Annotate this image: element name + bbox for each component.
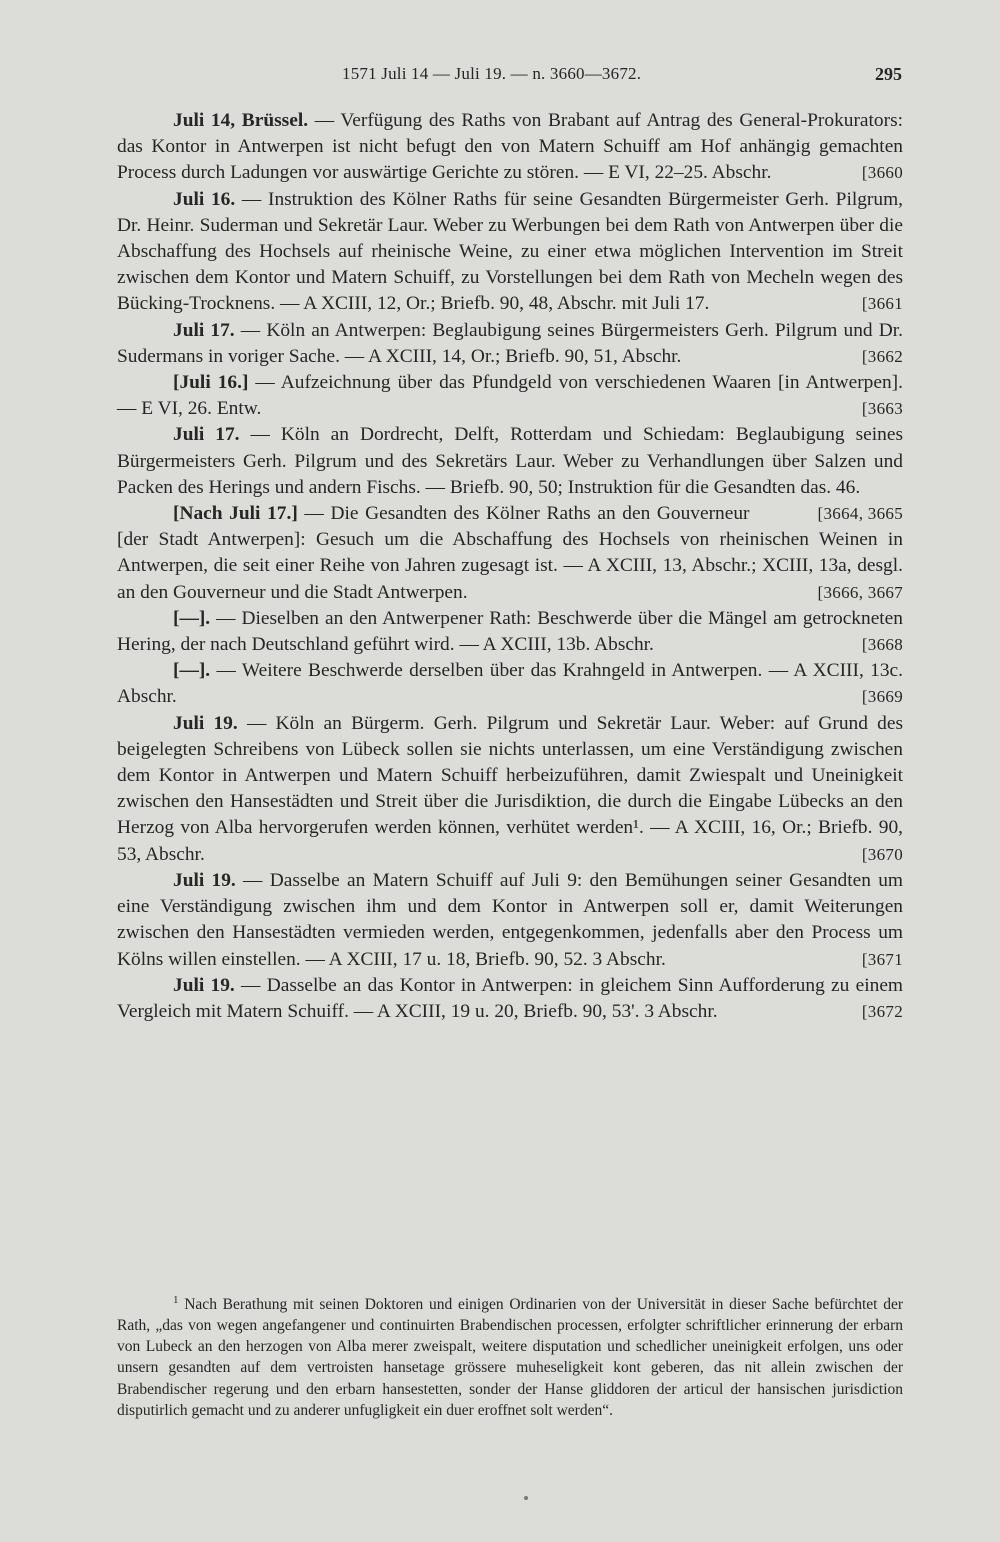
entry-date: Juli 17.	[173, 319, 235, 341]
entry-3661	[117, 187, 903, 318]
entry-date: Juli 16.	[173, 188, 236, 210]
entry-text: — Dasselbe an Matern Schuiff auf Juli 9: den Bemühungen seiner Gesandten um eine Verständigung zwischen ihm und dem Kontor in Antwerpen soll er, damit Weiterungen zwischen den Hansestädten vermieden werden, entgegenkommen, jedenfalls aber den Process um Kölns willen einstellen. — A XCIII, 17 u. 18, Briefb. 90, 52. 3 Abschr.	[117, 869, 903, 970]
entry-text: — Köln an Dordrecht, Delft, Rotterdam und Schiedam: Beglaubigung seines Bürgermeisters Gerh. Pilgrum und des Sekretärs Laur. Weber zu Verhandlungen über Salzen und Packen des Herings und andern Fischs. — Briefb. 90, 50; Instruktion für die Gesandten das. 46.	[117, 424, 904, 498]
entry-date: Juli 17.	[173, 424, 240, 446]
entry-number: [3668	[861, 635, 903, 655]
entry-text: — Dasselbe an das Kontor in Antwerpen: in gleichem Sinn Aufforderung zu einem Vergleich mit Matern Schuiff. — A XCIII, 19 u. 20, Briefb. 90, 53'. 3 Abschr.	[117, 974, 904, 1022]
running-head: 1571 Juli 14 — Juli 19. — n. 3660—3672.	[342, 64, 642, 83]
entry-text: — Weitere Beschwerde derselben über das Krahngeld in Antwerpen. — A XCIII, 13c. Abschr.	[117, 660, 903, 708]
entry-number: [3670	[861, 844, 903, 864]
entry-text: — Instruktion des Kölner Raths für seine Gesandten Bürgermeister Gerh. Pilgrum, Dr. Heinr. Suderman und Sekretär Laur. Weber zu Werbungen bei dem Rath von Antwerpen über die Abschaffung des Hochsels auf rheinische Weine, zu einer etwa möglichen Intervention im Streit zwischen dem Kontor und Matern Schuiff, zu Vorstellungen bei dem Rath von Mecheln wegen des Bücking-Trocknens. — A XCIII, 12, Or.; Briefb. 90, 48, Abschr. mit Juli 17.	[117, 188, 904, 315]
entry-number: [3671	[861, 949, 903, 969]
entry-3666-3667	[117, 501, 903, 606]
entry-3672	[117, 973, 903, 1025]
page-speck	[524, 1496, 528, 1500]
entry-3668	[117, 606, 903, 658]
entry-text: — Verfügung des Raths von Brabant auf Antrag des General-Prokurators: das Kontor in Antwerpen ist nicht befugt den von Matern Schuiff am Hof anhängig gemachten Process durch Ladungen vor auswärtige Gerichte zu stören. — E VI, 22–25. Abschr.	[117, 110, 904, 184]
footnote	[117, 1294, 903, 1422]
entry-text: — Köln an Antwerpen: Beglaubigung seines Bürgermeisters Gerh. Pilgrum und Dr. Sudermans in voriger Sache. — A XCIII, 14, Or.; Briefb. 90, 51, Abschr.	[117, 319, 904, 367]
entry-text: — Aufzeichnung über das Pfundgeld von verschiedenen Waaren [in Antwerpen]. — E VI, 26. Entw.	[117, 372, 903, 420]
entry-3671	[117, 868, 903, 973]
entry-text: — Dieselben an den Antwerpener Rath: Beschwerde über die Mängel am getrockneten Hering, der nach Deutschland geführt wird. — A XCIII, 13b. Abschr.	[117, 607, 903, 656]
entry-date: Juli 19.	[173, 712, 238, 734]
entry-date: Juli 19.	[173, 869, 236, 891]
page-number: 295	[875, 64, 902, 84]
entry-date: Juli 14, Brüssel.	[173, 110, 309, 131]
entry-date: [Nach Juli 17.]	[173, 503, 298, 525]
entry-number: [3660	[861, 163, 903, 183]
entry-3660	[117, 108, 903, 187]
page-header	[118, 64, 902, 90]
entry-number: [3661	[861, 294, 903, 314]
entry-number: [3662	[861, 346, 903, 366]
entry-date: Juli 19.	[173, 974, 235, 996]
entry-date: [—].	[173, 660, 211, 682]
entry-number: [3666, 3667	[817, 582, 903, 602]
entry-date: [—].	[173, 607, 211, 629]
entry-number: [3664, 3665	[817, 504, 903, 524]
entry-text: — Die Gesandten des Kölner Raths an den Gouverneur [der Stadt Antwerpen]: Gesuch um die Abschaffung des Hochsels von rheinischen Weinen in Antwerpen, die seit einer Reihe von Jahren zugesagt ist. — A XCIII, 13, Abschr.; XCIII, 13a, desgl. an den Gouverneur und die Stadt Antwerpen.	[117, 503, 903, 603]
entry-number: [3663	[861, 399, 903, 419]
entry-3670	[117, 711, 903, 868]
main-text	[117, 108, 903, 1025]
entry-3669	[117, 658, 903, 710]
entry-number: [3672	[861, 1001, 903, 1021]
entry-date: [Juli 16.]	[173, 372, 249, 394]
footnote-marker: 1	[173, 1293, 179, 1306]
entry-number: [3669	[861, 687, 903, 707]
entry-3662	[117, 318, 903, 370]
entry-3663	[117, 370, 903, 422]
footnote-text: Nach Berathung mit seinen Doktoren und einigen Ordinarien von der Universität in dieser Sache befürchtet der Rath, „das von wegen angefangener und continuirten Brabendischen processen, erfolgter schriftlicher erinnerung der erbarn von Lubeck an den herzogen von Alba merer zweispalt, weitere disputation und schedlicher uneinigkeit erfolgen, uns oder unsern gesandten auf dem vertroisten hansetage grössere muheseligkeit kont geberen, das nit allein zwischen der Brabendischer regerung und den erbarn hansestetten, sonder der Hanse gliddoren der articul der hansischen jurisdiction disputirlich gemacht und zu anderer unfugligkeit ein duer eroffnet solt werden“.	[117, 1295, 903, 1419]
entry-text: — Köln an Bürgerm. Gerh. Pilgrum und Sekretär Laur. Weber: auf Grund des beigelegten Schreibens von Lübeck sollen sie nichts unterlassen, um eine Verständigung zwischen dem Kontor in Antwerpen und Matern Schuiff herbeizuführen, damit Zwiespalt und Uneinigkeit zwischen den Hansestädten und Streit über die Jurisdiktion, die durch die Eingabe Lübecks an den Herzog von Alba hervorgerufen werden können, verhütet werden¹. — A XCIII, 16, Or.; Briefb. 90, 53, Abschr.	[117, 712, 903, 865]
